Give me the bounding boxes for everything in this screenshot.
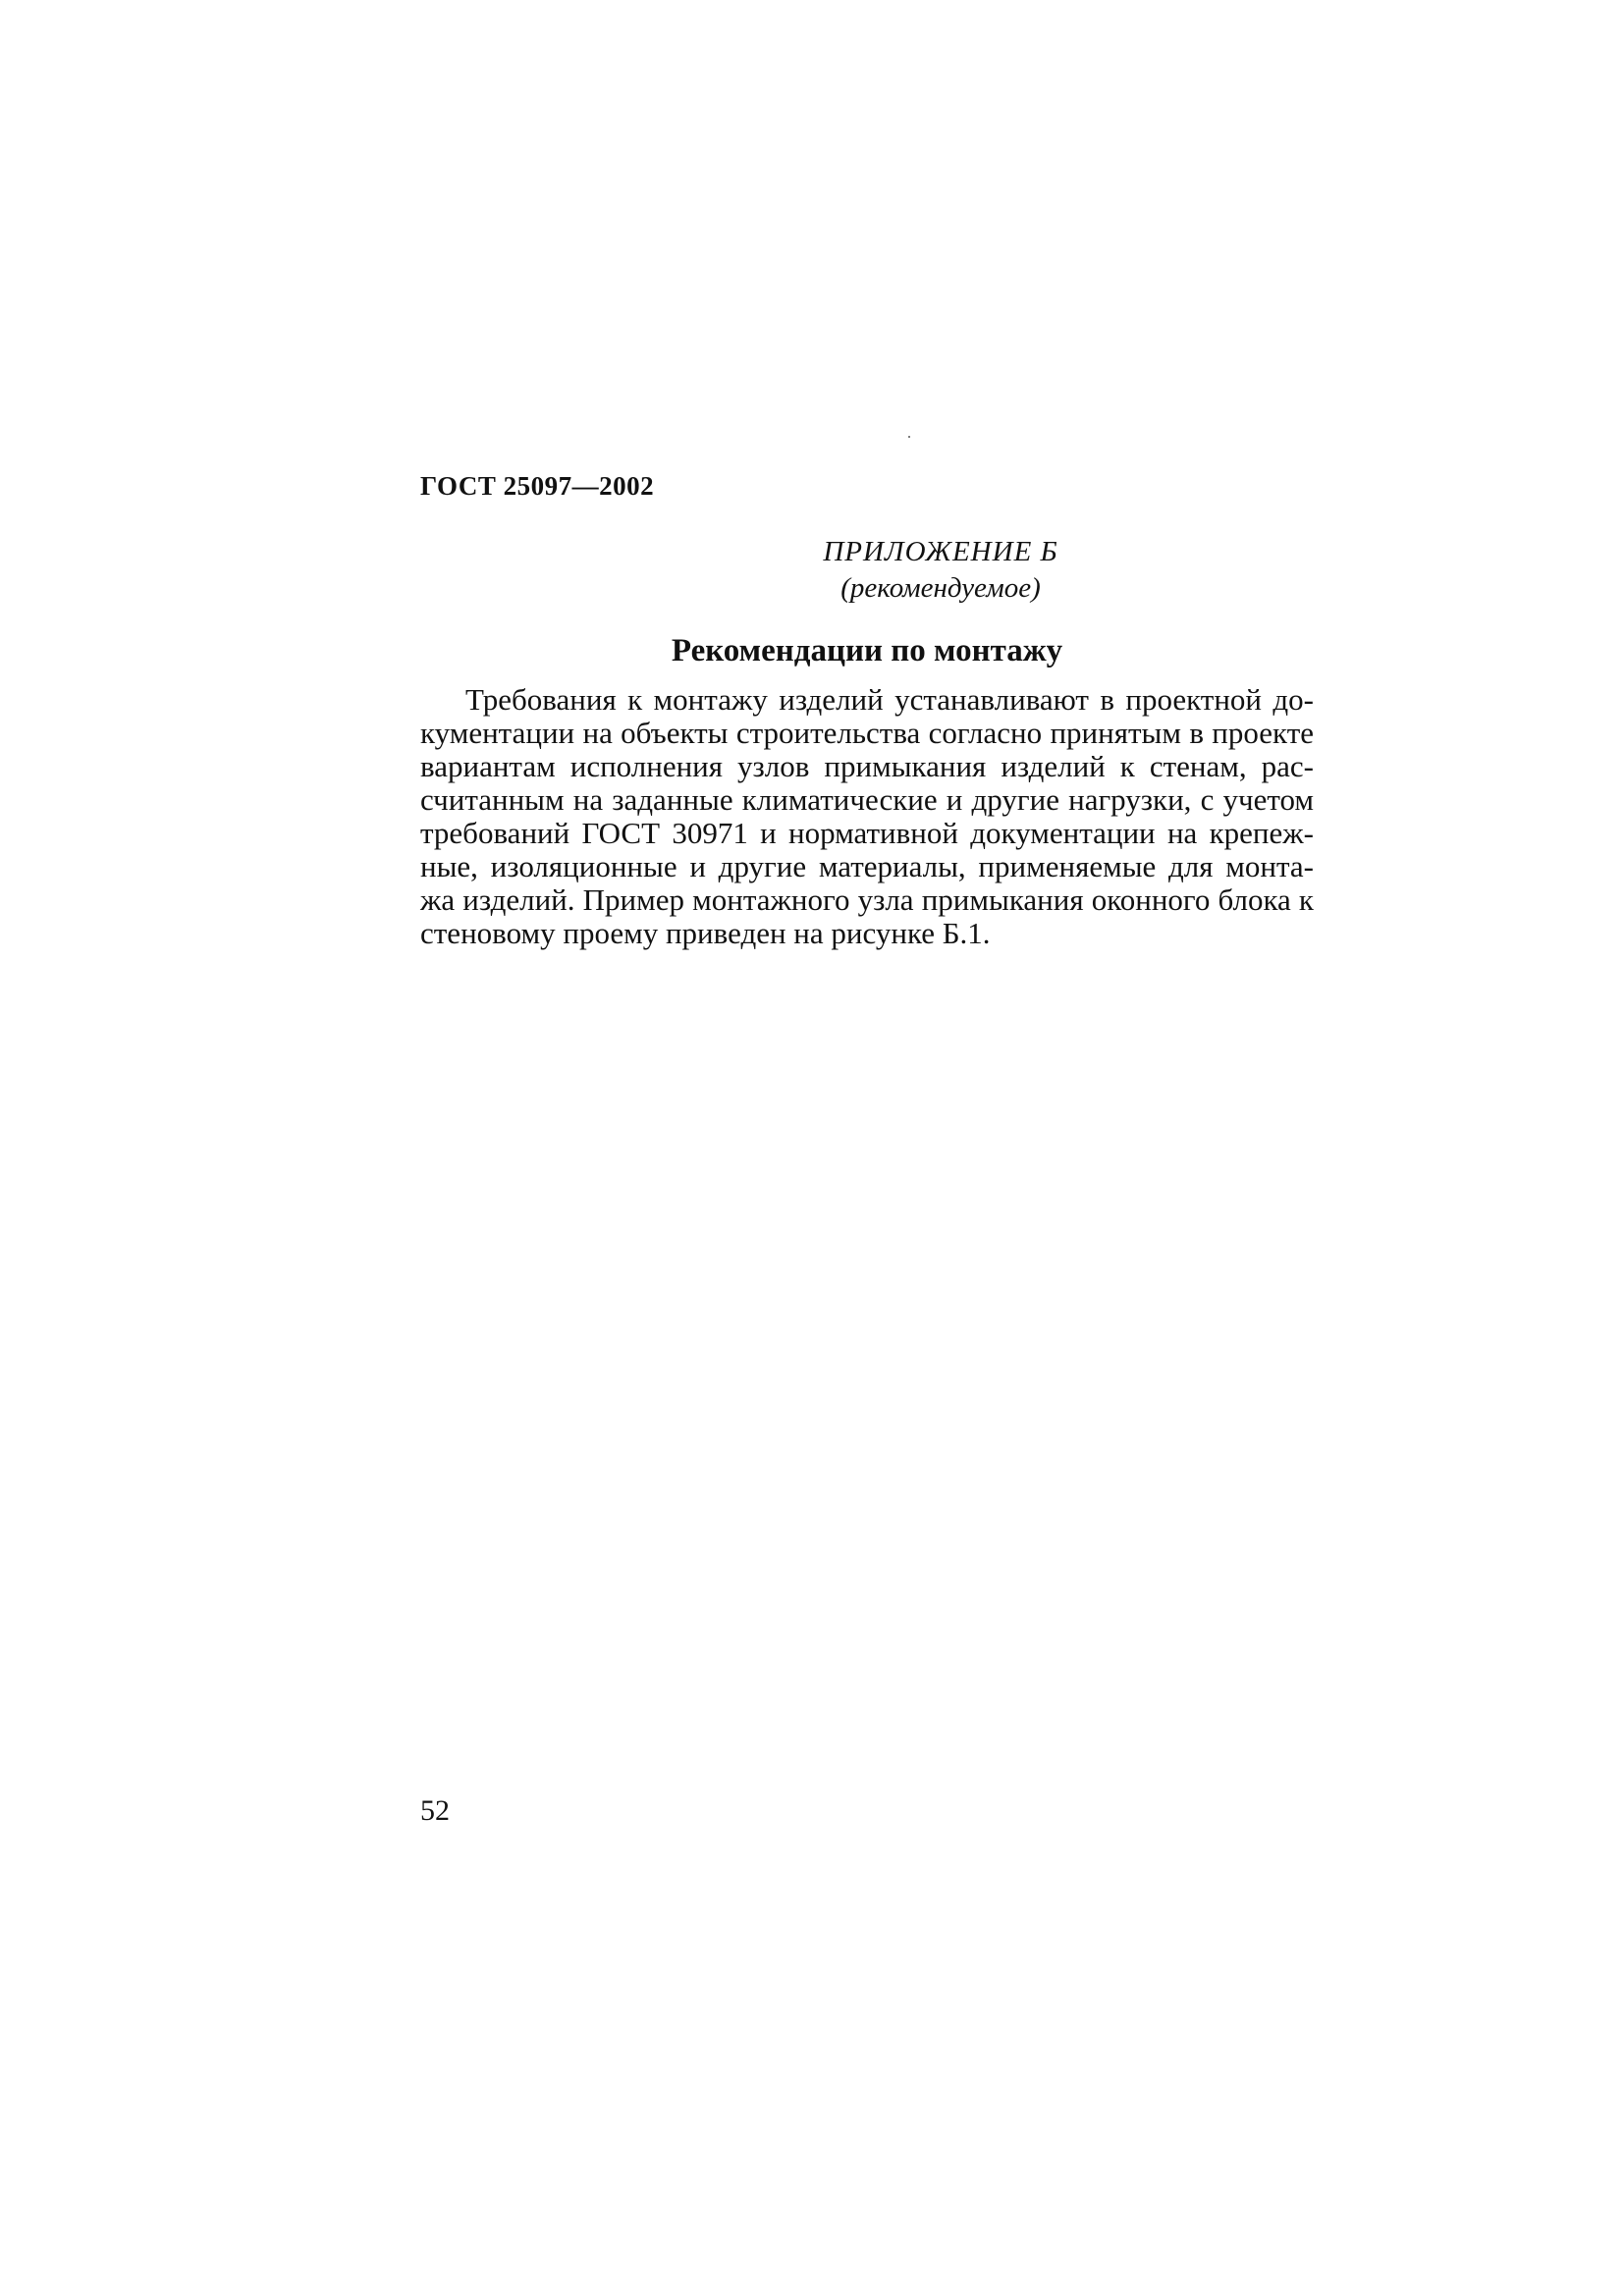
paragraph-line: вариантам исполнения узлов примыкания изделий к стенам, рас- bbox=[420, 749, 1314, 783]
section-heading: Рекомендации по монтажу bbox=[671, 633, 1063, 668]
appendix-status: (рекомендуемое) bbox=[840, 572, 1041, 604]
page-number: 52 bbox=[420, 1794, 450, 1827]
paragraph-line: жа изделий. Пример монтажного узла примыкания оконного блока к bbox=[420, 882, 1314, 917]
paragraph-line: кументации на объекты строительства согласно принятым в проекте bbox=[420, 716, 1314, 750]
scan-speck bbox=[908, 436, 910, 438]
paragraph-line: ные, изоляционные и другие материалы, применяемые для монта- bbox=[420, 849, 1314, 883]
paragraph-line: стеновому проему приведен на рисунке Б.1. bbox=[420, 916, 991, 950]
body-paragraph bbox=[420, 683, 1314, 950]
paragraph-line: считанным на заданные климатические и другие нагрузки, с учетом bbox=[420, 782, 1314, 817]
paragraph-line: Требования к монтажу изделий устанавливают в проектной до- bbox=[465, 682, 1314, 717]
document-code: ГОСТ 25097—2002 bbox=[420, 471, 655, 501]
appendix-title: ПРИЛОЖЕНИЕ Б bbox=[823, 536, 1058, 567]
paragraph-line: требований ГОСТ 30971 и нормативной документации на крепеж- bbox=[420, 816, 1314, 850]
